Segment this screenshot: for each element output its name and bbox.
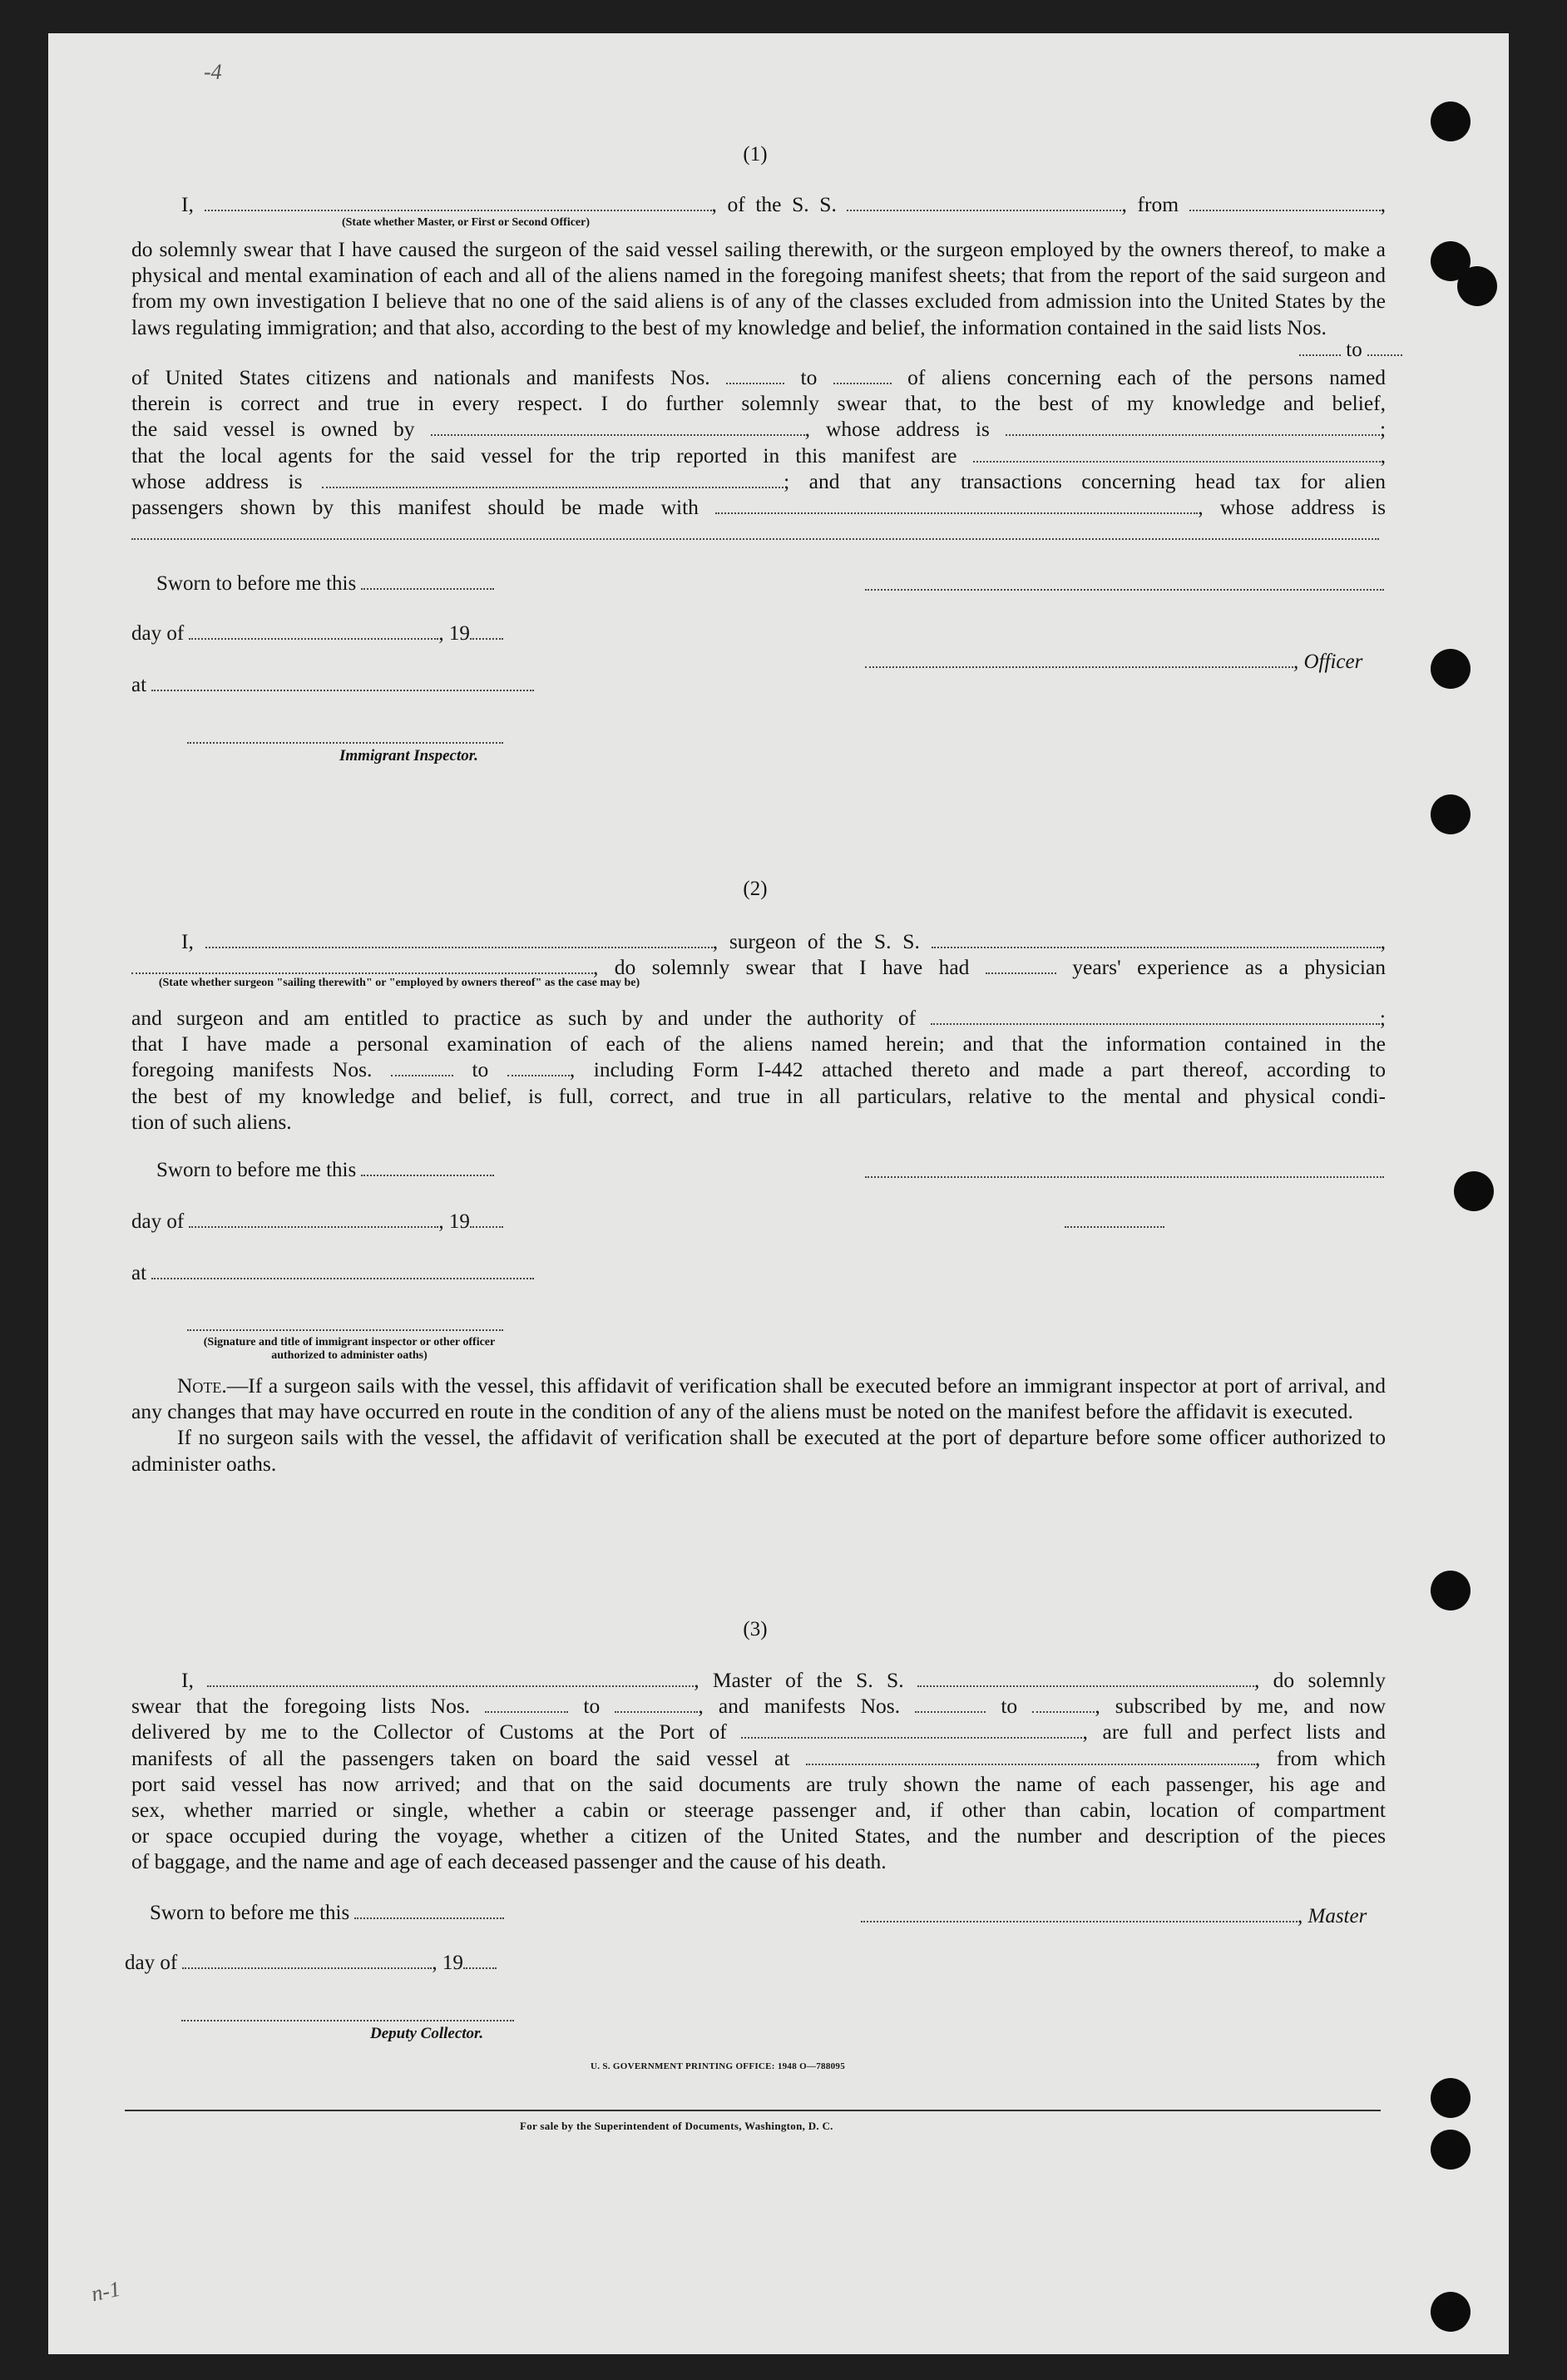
section3-text: I, , Master of the S. S. , do solemnly swear that the foregoing lists Nos. to , and manifests Nos. to , subscribed by me, and now delivered by me to the Collector of Customs at the Port of , are full and perfect lists and manifests of all the passengers taken on board the said vessel at , from which port said vessel has now arrived; and that on the said documents are truly shown the name of each passenger, his age and sex, whether married or single, whether a cabin or steerage passenger and, if other than cabin, location of compartment or space occupied during the voyage, whether a citizen of the United States, and the number and description of the pieces of baggage, and the name and age of each deceased passenger and the cause of his death.: [131, 1668, 1387, 1874]
punch-hole: [1431, 794, 1471, 834]
punch-hole: [1454, 1171, 1494, 1211]
punch-hole: [1431, 2078, 1471, 2118]
section1-body-cont: of United States citizens and nationals and manifests Nos. to of aliens concerning each of the persons named therein is correct and true in every respect. I do further solemnly swear that, to the best of my knowledge and belief, the said vessel is owned by , whose address is ; that the local agents for the said vessel for the trip reported in this manifest are , whose address is ; and that any transactions concerning head tax for alien passengers shown by this manifest should be made with , whose address is: [131, 364, 1386, 546]
punch-hole: [1431, 101, 1471, 141]
note-text: Note.—If a surgeon sails with the vessel, this affidavit of verification shall be executed before an immigrant inspector at port of arrival, and any changes that may have occurred en route in the condition of any of the aliens must be noted on the manifest before the affidavit is executed. If no surgeon sails with the vessel, the affidavit of verification shall be executed at the port of departure before some officer authorized to administer oaths.: [131, 1373, 1386, 1476]
section1-body: do solemnly swear that I have caused the surgeon of the said vessel sailing therewith, or the surgeon employed by the owners thereof, to make a physical and mental examination of each and all of the aliens named in the foregoing manifest sheets; that from the report of the said surgeon and from my own investigation I believe that no one of the said aliens is of any of the classes excluded from admission into the United States by the laws regulating immigration; and that also, according to the best of my knowledge and belief, the information contained in the said lists Nos.: [131, 237, 1386, 339]
field-hint: (State whether surgeon "sailing therewith" or "employed by owners thereof" as the case may be): [158, 977, 640, 989]
day-of-label: day of , 19: [131, 622, 503, 646]
punch-hole: [1431, 1571, 1471, 1611]
signature-line: [187, 742, 503, 744]
signature-line: [865, 1176, 1384, 1178]
section2-body: and surgeon and am entitled to practice as such by and under the authority of ; that I have made a personal examination of each of the aliens named herein; and that the information contained in the foregoing manifests Nos. to , including Form I-442 attached thereto and made a part thereof, according to the best of my knowledge and belief, is full, correct, and true in all particulars, relative to the mental and physical condi- tion of such aliens.: [131, 1006, 1387, 1134]
section-number: (1): [743, 143, 768, 166]
sworn-label: Sworn to before me this: [150, 1902, 504, 1925]
punch-hole: [1431, 2130, 1471, 2170]
day-of-label: day of , 19: [125, 1952, 497, 1975]
sworn-label: Sworn to before me this: [156, 1159, 494, 1182]
handwritten-mark: n-1: [89, 2276, 123, 2307]
at-label: at: [131, 1262, 534, 1285]
field-hint: (State whether Master, or First or Second Officer): [341, 216, 591, 229]
signature-line: [187, 1329, 503, 1331]
sworn-label: Sworn to before me this: [156, 572, 494, 596]
section-number: (2): [743, 878, 768, 900]
signature-line: [865, 589, 1384, 591]
section-number: (3): [743, 1618, 768, 1640]
officer-label: , Officer: [865, 651, 1362, 674]
signature-line: [1065, 1226, 1164, 1228]
at-label: at: [131, 674, 534, 697]
signature-caption: (Signature and title of immigrant inspector or other officer authorized to administer oaths): [203, 1336, 496, 1362]
to-label: to: [1299, 339, 1402, 362]
signature-line: [181, 2020, 514, 2021]
handwritten-mark: -4: [204, 60, 222, 84]
master-label: , Master: [861, 1905, 1367, 1928]
footer-note: For sale by the Superintendent of Documents, Washington, D. C.: [520, 2120, 833, 2132]
punch-hole: [1457, 266, 1497, 306]
gpo-imprint: U. S. GOVERNMENT PRINTING OFFICE: 1948 O—788095: [591, 2061, 846, 2071]
punch-hole: [1431, 2292, 1471, 2332]
section2-text: I, , surgeon of the S. S. , , do solemnly swear that I have had years' experience as a physician: [131, 928, 1386, 980]
day-of-label: day of , 19: [131, 1210, 503, 1234]
inspector-caption: Immigrant Inspector.: [339, 747, 478, 764]
footer-rule: [125, 2110, 1381, 2111]
section1-text: I, , of the S. S. , from ,: [181, 192, 1387, 216]
collector-caption: Deputy Collector.: [370, 2025, 484, 2042]
punch-hole: [1431, 649, 1471, 689]
